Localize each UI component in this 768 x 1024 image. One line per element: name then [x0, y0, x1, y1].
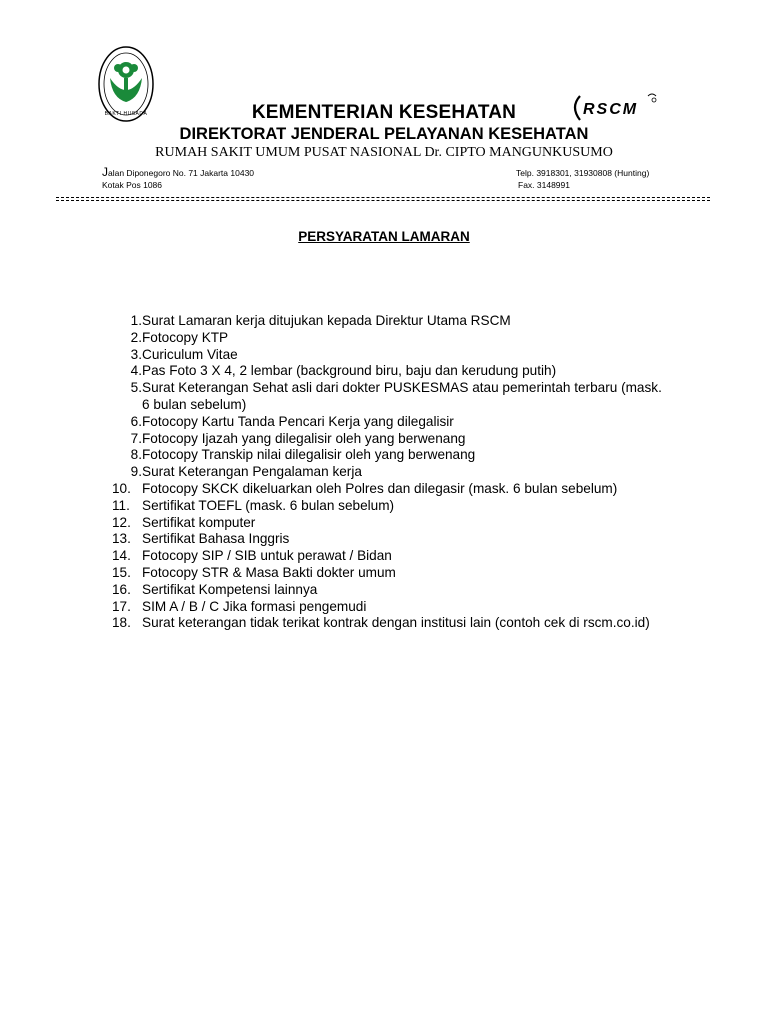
requirement-item: [112, 582, 672, 599]
requirement-number: 15.: [112, 564, 131, 580]
requirement-text: Fotocopy SKCK dikeluarkan oleh Polres dan dilegasir (mask. 6 bulan sebelum): [142, 480, 618, 496]
contact-block: [516, 166, 649, 191]
address-initial: J: [102, 165, 108, 179]
requirement-text: Fotocopy Ijazah yang dilegalisir oleh yang berwenang: [142, 430, 466, 446]
requirement-number: 4.: [130, 363, 142, 379]
requirement-text: Fotocopy KTP: [142, 329, 229, 345]
requirement-text: Sertifikat TOEFL (mask. 6 bulan sebelum): [142, 497, 395, 513]
requirement-number: 17.: [112, 598, 131, 614]
requirement-number: 9.: [130, 464, 142, 480]
requirement-text: Fotocopy Kartu Tanda Pencari Kerja yang dilegalisir: [142, 413, 454, 429]
requirement-number: 18.: [112, 615, 131, 631]
requirement-number: 7.: [130, 430, 142, 446]
requirements-list: [112, 313, 672, 632]
requirement-text: Fotocopy SIP / SIB untuk perawat / Bidan: [142, 548, 392, 564]
requirement-item: [112, 565, 672, 582]
fax-line: Fax. 3148991: [518, 180, 570, 190]
requirement-item: [112, 330, 672, 347]
header-divider: [56, 197, 710, 201]
requirement-text: SIM A / B / C Jika formasi pengemudi: [142, 598, 367, 614]
requirement-number: 13.: [112, 531, 131, 547]
requirement-text: Pas Foto 3 X 4, 2 lembar (background biru, baju dan kerudung putih): [142, 363, 557, 379]
requirement-number: 6.: [130, 413, 142, 429]
address-block: [102, 166, 254, 191]
requirement-number: 16.: [112, 581, 131, 597]
requirement-number: 11.: [112, 497, 130, 513]
requirement-text: Fotocopy STR & Masa Bakti dokter umum: [142, 564, 396, 580]
requirement-item: [112, 380, 672, 414]
requirement-number: 8.: [130, 447, 142, 463]
requirement-item: [112, 447, 672, 464]
hospital-name: RUMAH SAKIT UMUM PUSAT NASIONAL Dr. CIPTO MANGUNKUSUMO: [155, 145, 613, 160]
requirement-item: [112, 515, 672, 532]
requirement-item: [112, 531, 672, 548]
requirement-number: 1.: [130, 313, 142, 328]
requirement-text: Sertifikat Kompetensi lainnya: [142, 581, 318, 597]
ministry-heading: KEMENTERIAN KESEHATAN: [251, 102, 517, 123]
requirement-item: [112, 347, 672, 364]
requirement-number: 2.: [130, 329, 142, 345]
requirement-text: Curiculum Vitae: [142, 346, 238, 362]
requirement-number: 5.: [130, 380, 142, 396]
address-line-1-rest: alan Diponegoro No. 71 Jakarta 10430: [108, 168, 255, 178]
requirement-item: [112, 615, 672, 632]
requirement-item: [112, 431, 672, 448]
requirement-item: [112, 363, 672, 380]
requirement-text: Sertifikat Bahasa Inggris: [142, 531, 290, 547]
requirement-item: [112, 414, 672, 431]
address-line-2: Kotak Pos 1086: [102, 180, 163, 190]
requirement-text: Surat keterangan tidak terikat kontrak dengan institusi lain (contoh cek di rscm.co.id): [142, 615, 650, 631]
rscm-logo-text: RSCM: [583, 101, 639, 118]
phone-line: Telp. 3918301, 31930808 (Hunting): [516, 168, 650, 178]
document-title: PERSYARATAN LAMARAN: [298, 229, 470, 244]
requirement-item: [112, 464, 672, 481]
requirement-item: [112, 548, 672, 565]
requirement-text: Fotocopy Transkip nilai dilegalisir oleh yang berwenang: [142, 447, 476, 463]
requirement-item: [112, 481, 672, 498]
requirement-number: 12.: [112, 514, 131, 530]
directorate-heading: DIREKTORAT JENDERAL PELAYANAN KESEHATAN: [179, 125, 589, 143]
requirement-text: Surat Keterangan Sehat asli dari dokter PUSKESMAS atau pemerintah terbaru (mask. 6 bulan sebelum): [142, 380, 662, 412]
address-line-1: [102, 166, 254, 179]
requirement-number: 3.: [130, 346, 142, 362]
logo-left-caption: BAKTI HUSADA: [104, 111, 148, 117]
requirement-text: Sertifikat komputer: [142, 514, 256, 530]
requirement-item: [112, 313, 672, 330]
requirement-text: Surat Lamaran kerja ditujukan kepada Direktur Utama RSCM: [142, 313, 511, 328]
requirement-item: [112, 498, 672, 515]
requirement-number: 10.: [112, 480, 131, 496]
requirement-item: [112, 599, 672, 616]
requirement-number: 14.: [112, 548, 131, 564]
requirement-text: Surat Keterangan Pengalaman kerja: [142, 464, 362, 480]
